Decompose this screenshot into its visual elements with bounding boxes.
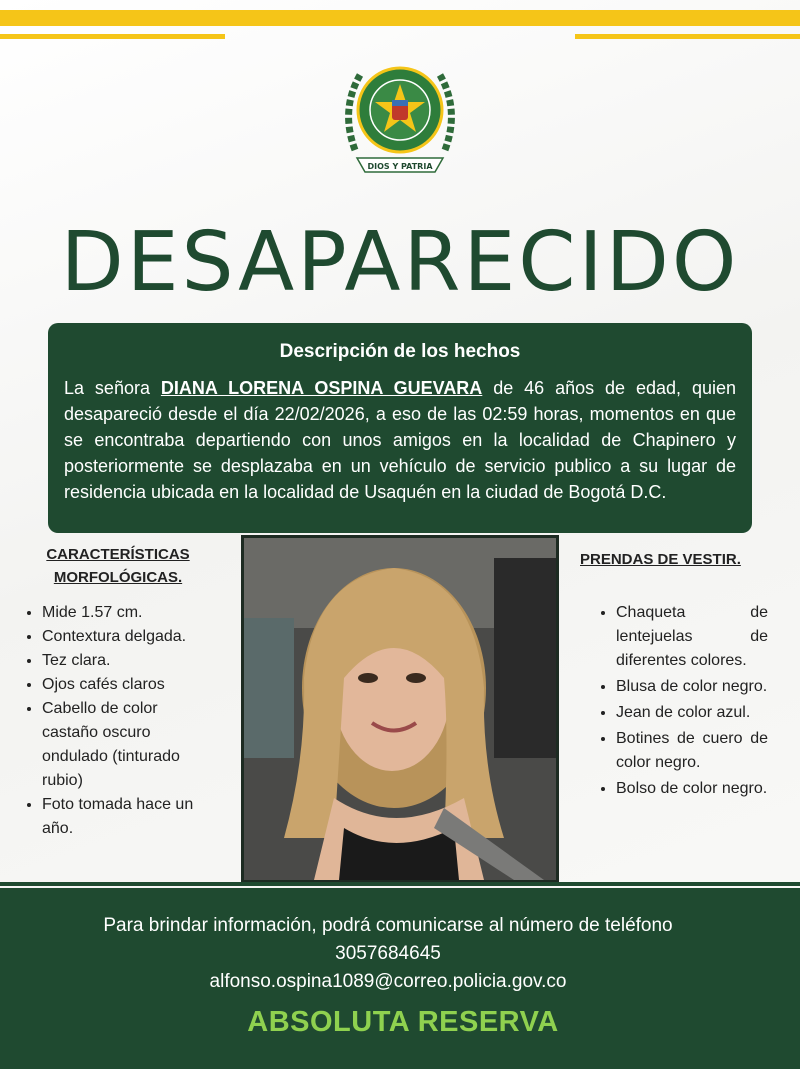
clothing-heading: PRENDAS DE VESTIR. — [580, 551, 741, 568]
svg-text:DIOS Y PATRIA: DIOS Y PATRIA — [367, 162, 433, 171]
contact-info — [0, 912, 776, 996]
person-photo-illustration — [244, 538, 556, 880]
clothing-item: • Blusa de color negro. — [616, 675, 768, 699]
characteristic-item: • Foto tomada hace un año. — [42, 793, 218, 841]
characteristics-heading-line1: CARACTERÍSTICAS — [46, 546, 190, 563]
description-text — [64, 375, 736, 505]
description-heading: Descripción de los hechos — [279, 341, 521, 362]
clothing-list — [580, 601, 768, 801]
characteristics-list — [18, 601, 218, 841]
police-seal-logo — [335, 50, 465, 180]
clothing-item: • Bolso de color negro. — [616, 777, 768, 801]
confidentiality-notice: ABSOLUTA RESERVA — [247, 1006, 559, 1038]
top-right-thin-stripe — [575, 34, 800, 39]
top-left-thin-stripe — [0, 34, 225, 39]
characteristic-item: • Mide 1.57 cm. — [42, 601, 218, 625]
clothing-item: • Chaqueta de lentejuelas de diferentes colores. — [616, 601, 768, 673]
contact-email[interactable]: alfonso.ospina1089@correo.policia.gov.co — [209, 971, 567, 992]
description-body: de 46 años de edad, quien desapareció desde el día 22/02/2026, a eso de las 02:59 horas, momentos en que se encontraba departiendo con unos amigos en la localidad de Chapinero y posteriormente se desplazaba en un vehículo de servicio publico a su lugar de residencia ubicada en la localidad de Usaquén en la ciudad de Bogotá D.C. — [64, 378, 736, 502]
page-title: DESAPARECIDO — [60, 215, 740, 310]
characteristics-section — [18, 543, 218, 841]
top-yellow-stripe — [0, 10, 800, 26]
characteristic-item: • Cabello de color castaño oscuro ondulado (tinturado rubio) — [42, 697, 218, 793]
clothing-item: • Botines de cuero de color negro. — [616, 727, 768, 775]
description-panel — [48, 323, 752, 533]
characteristic-item: • Tez clara. — [42, 649, 218, 673]
missing-person-name: DIANA LORENA OSPINA GUEVARA — [160, 378, 483, 398]
footer-divider — [0, 882, 800, 886]
characteristic-item: • Ojos cafés claros — [42, 673, 218, 697]
contact-phone[interactable]: 3057684645 — [335, 943, 441, 964]
characteristic-item: • Contextura delgada. — [42, 625, 218, 649]
description-intro: La señora — [64, 378, 161, 398]
characteristics-heading — [18, 543, 218, 589]
characteristics-heading-line2: MORFOLÓGICAS. — [53, 569, 183, 586]
clothing-section — [580, 548, 768, 803]
person-photo — [241, 535, 559, 883]
clothing-item: • Jean de color azul. — [616, 701, 768, 725]
contact-instruction: Para brindar información, podrá comunicarse al número de teléfono — [103, 915, 673, 936]
